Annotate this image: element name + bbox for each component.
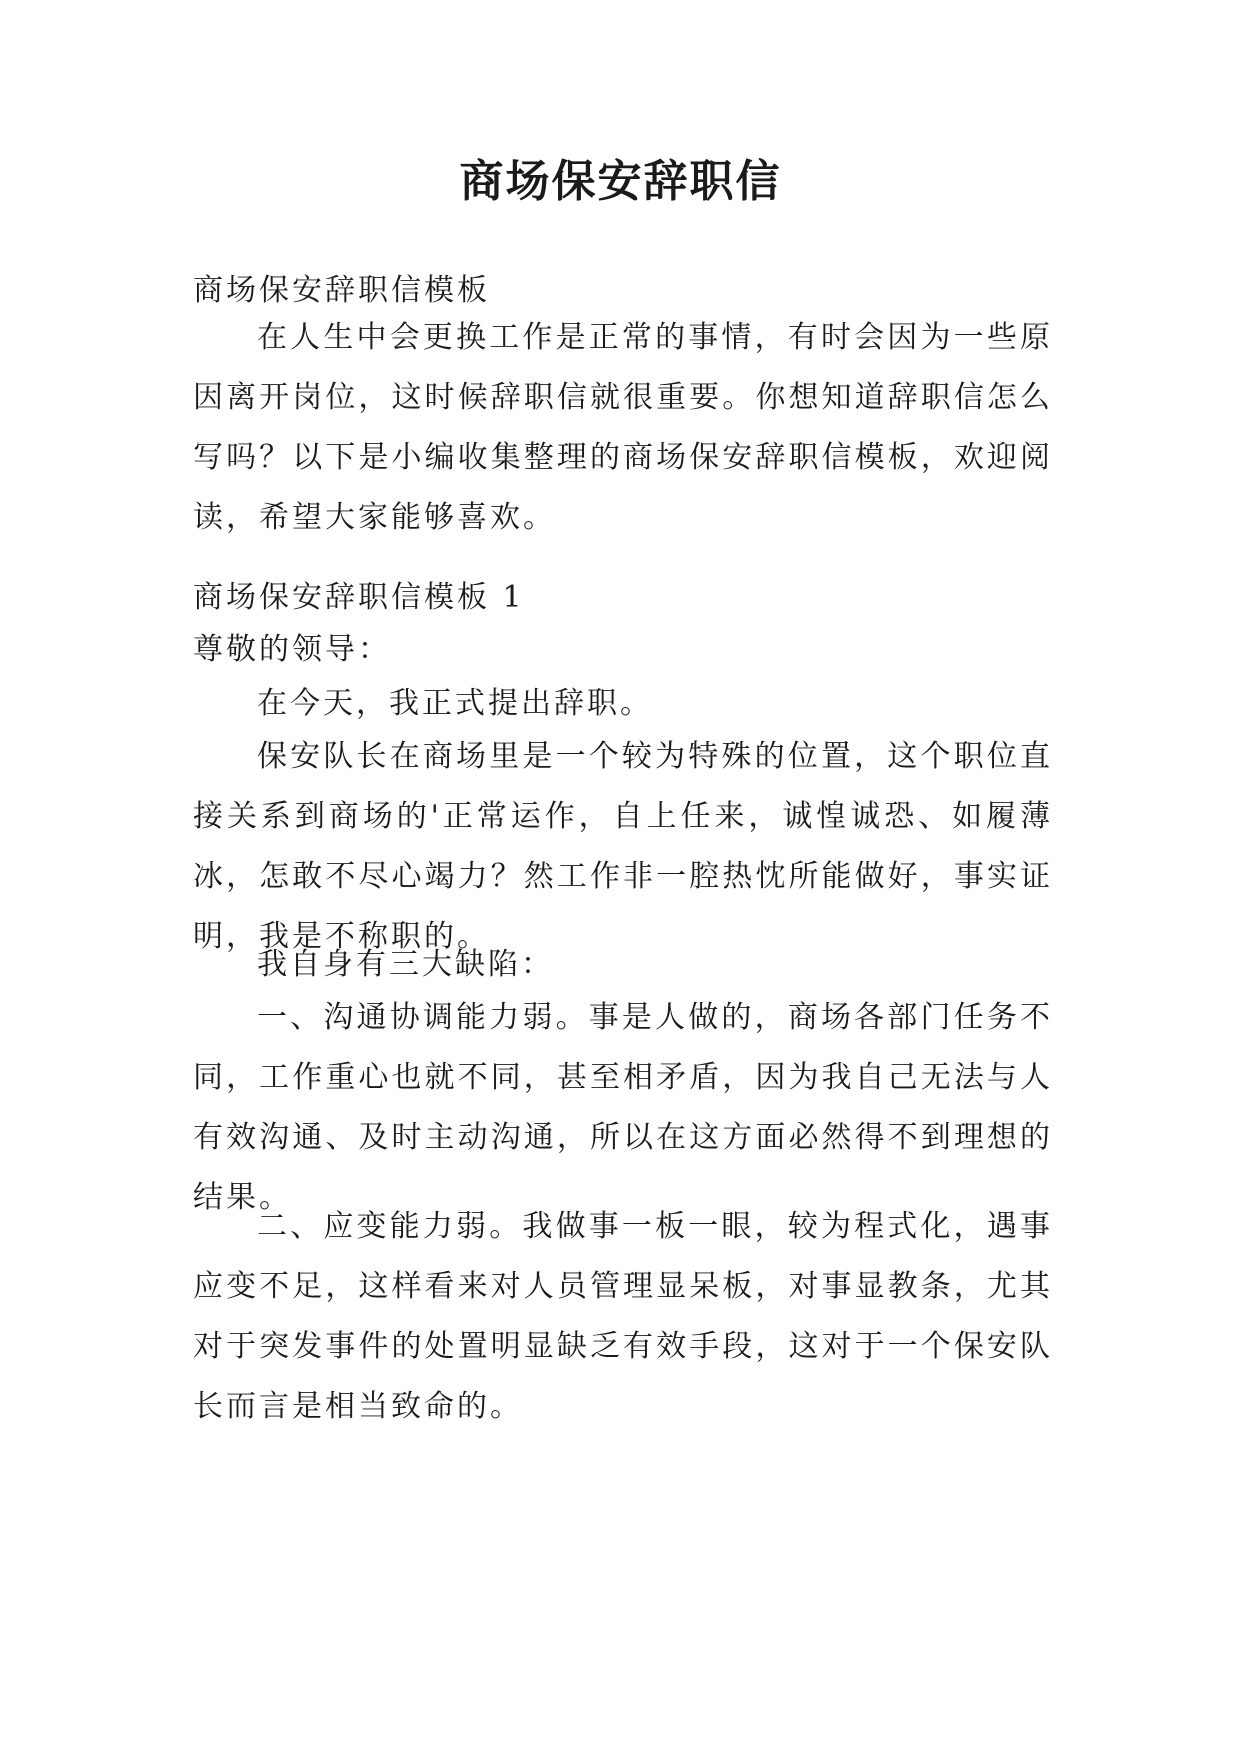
document-subtitle: 商场保安辞职信模板 bbox=[193, 273, 490, 308]
body-paragraph: 二、应变能力弱。我做事一板一眼，较为程式化，遇事应变不足，这样看来对人员管理显呆板，对事显教条，尤其对于突发事件的处置明显缺乏有效手段，这对于一个保安队长而言是相当致命的。 bbox=[193, 1209, 1053, 1424]
body-paragraph: 保安队长在商场里是一个较为特殊的位置，这个职位直接关系到商场的'正常运作，自上任来，诚惶诚恐、如履薄冰，怎敢不尽心竭力？然工作非一腔热忱所能做好，事实证明，我是不称职的。 bbox=[193, 739, 1053, 954]
section-heading: 商场保安辞职信模板 1 bbox=[193, 580, 525, 615]
document-title: 商场保安辞职信 bbox=[459, 156, 782, 207]
intro-paragraph: 在人生中会更换工作是正常的事情，有时会因为一些原因离开岗位，这时候辞职信就很重要。你想知道辞职信怎么写吗？以下是小编收集整理的商场保安辞职信模板，欢迎阅读，希望大家能够喜欢。 bbox=[193, 320, 1053, 535]
body-paragraph: 我自身有三大缺陷： bbox=[257, 947, 554, 982]
body-paragraph: 在今天，我正式提出辞职。 bbox=[257, 686, 653, 721]
body-paragraph: 一、沟通协调能力弱。事是人做的，商场各部门任务不同，工作重心也就不同，甚至相矛盾，因为我自己无法与人有效沟通、及时主动沟通，所以在这方面必然得不到理想的结果。 bbox=[193, 1000, 1053, 1215]
salutation: 尊敬的领导： bbox=[193, 632, 391, 667]
